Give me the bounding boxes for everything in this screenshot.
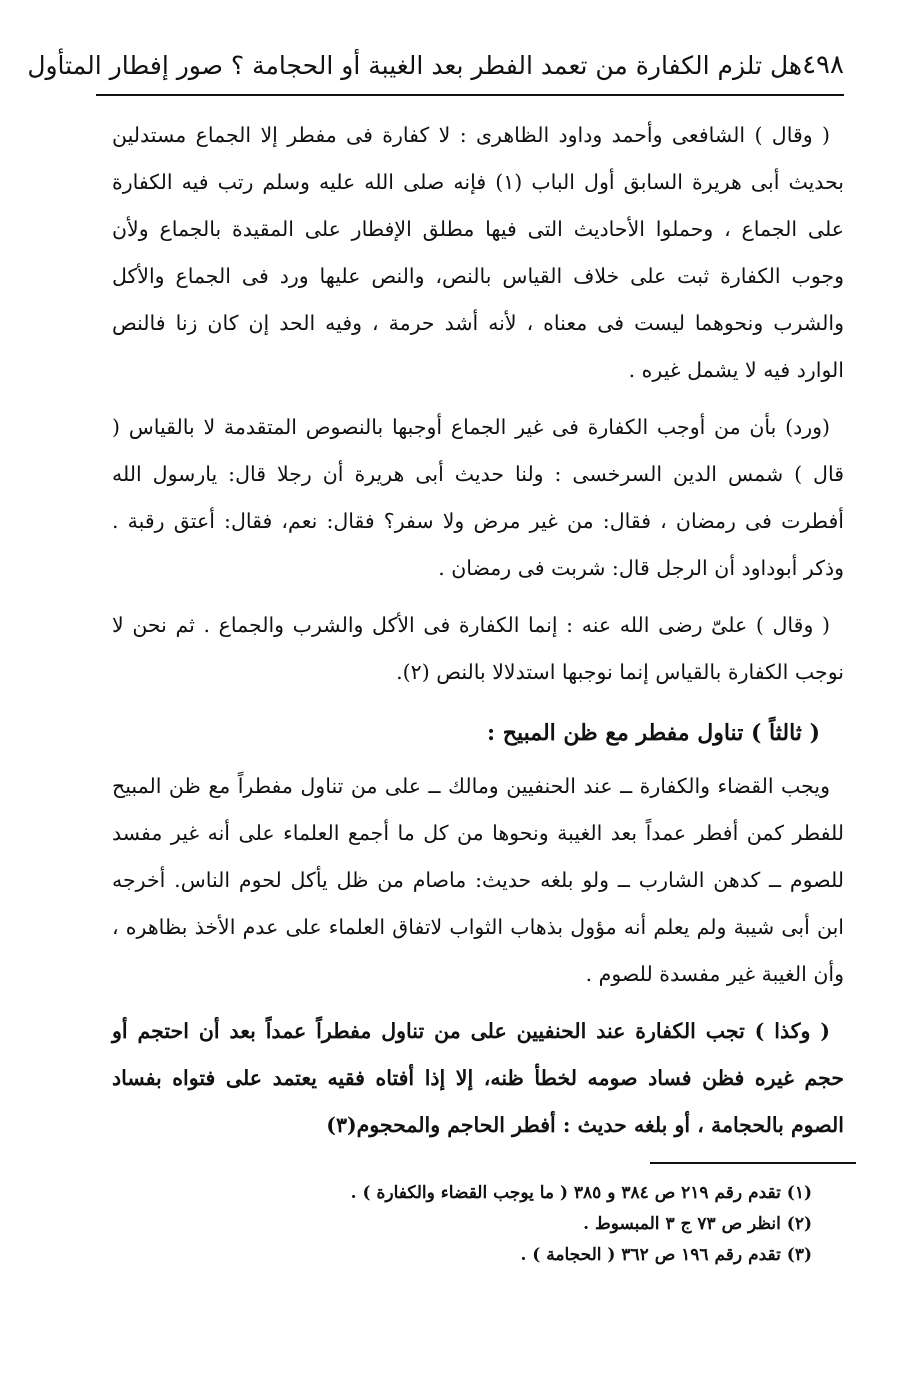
footnote-2: (٢) انظر ص ٧٣ ج ٣ المبسوط . <box>583 1214 812 1234</box>
running-title: هل تلزم الكفارة من تعمد الفطر بعد الغيبة أو الحجامة ؟ صور إفطار المتأول <box>27 50 803 80</box>
footnote-1: (١) تقدم رقم ٢١٩ ص ٣٨٤ و ٣٨٥ ( ما يوجب القضاء والكفارة ) . <box>350 1183 812 1203</box>
paragraph-4: ويجب القضاء والكفارة ــ عند الحنفيين ومالك ــ على من تناول مفطراً مع ظن المبيح للفطر كمن أفطر عمداً بعد الغيبة ونحوها من كل ما أجمع العلماء على أنه غير مفسد للصوم ــ كدهن الشارب ــ ولو بلغه حديث: ماصام من ظل يأكل لحوم الناس. أخرجه ابن أبى شيبة ولم يعلم أنه مؤول بذهاب الثواب لاتفاق العلماء على عدم الأخذ بظاهره ، وأن الغيبة غير مفسدة للصوم . <box>112 774 844 986</box>
footnotes <box>120 1178 812 1271</box>
paragraph-1: ( وقال ) الشافعى وأحمد وداود الظاهرى : لا كفارة فى مفطر إلا الجماع مستدلين بحديث أبى هريرة السابق أول الباب (١) فإنه صلى الله عليه وسلم رتب فيه الكفارة على الجماع ، وحملوا الأحاديث التى فيها مطلق الإفطار على المقيدة بالجماع ولأن وجوب الكفارة ثبت على خلاف القياس بالنص، والنص عليها ورد فى الجماع والأكل والشرب ونحوهما ليست فى معناه ، لأنه أشد حرمة ، وفيه الحد إن كان زنا فالنص الوارد فيه لا يشمل غيره . <box>112 123 845 382</box>
header-rule <box>96 94 844 96</box>
paragraph-5: ( وكذا ) تجب الكفارة عند الحنفيين على من تناول مفطراً عمداً بعد أن احتجم أو حجم غيره فظن فساد صومه لخطأ ظنه، إلا إذا أفتاه فقيه يعتمد على فتواه بفساد الصوم بالحجامة ، أو بلغه حديث : أفطر الحاجم والمحجوم(٣) <box>112 1019 844 1137</box>
page-number: ٤٩٨ <box>802 50 844 80</box>
footnote-rule <box>650 1162 856 1164</box>
running-header <box>27 40 844 90</box>
paragraph-2: (ورد) بأن من أوجب الكفارة فى غير الجماع أوجبها بالنصوص المتقدمة لا بالقياس ( قال ) شمس الدين السرخسى : ولنا حديث أبى هريرة أن رجلا قال: يارسول الله أفطرت فى رمضان ، فقال: من غير مرض ولا سفر؟ فقال: نعم، فقال: أعتق رقبة . وذكر أبوداود أن الرجل قال: شربت فى رمضان . <box>112 415 844 580</box>
footnote-3: (٣) تقدم رقم ١٩٦ ص ٣٦٢ ( الحجامة ) . <box>520 1245 812 1265</box>
main-text <box>112 112 844 1159</box>
paragraph-3: ( وقال ) علىّ رضى الله عنه : إنما الكفارة فى الأكل والشرب والجماع . ثم نحن لا نوجب الكفارة بالقياس إنما نوجبها استدلالا بالنص (٢). <box>112 613 844 684</box>
section-heading: ( ثالثاً ) تناول مفطر مع ظن المبيح : <box>486 720 820 746</box>
